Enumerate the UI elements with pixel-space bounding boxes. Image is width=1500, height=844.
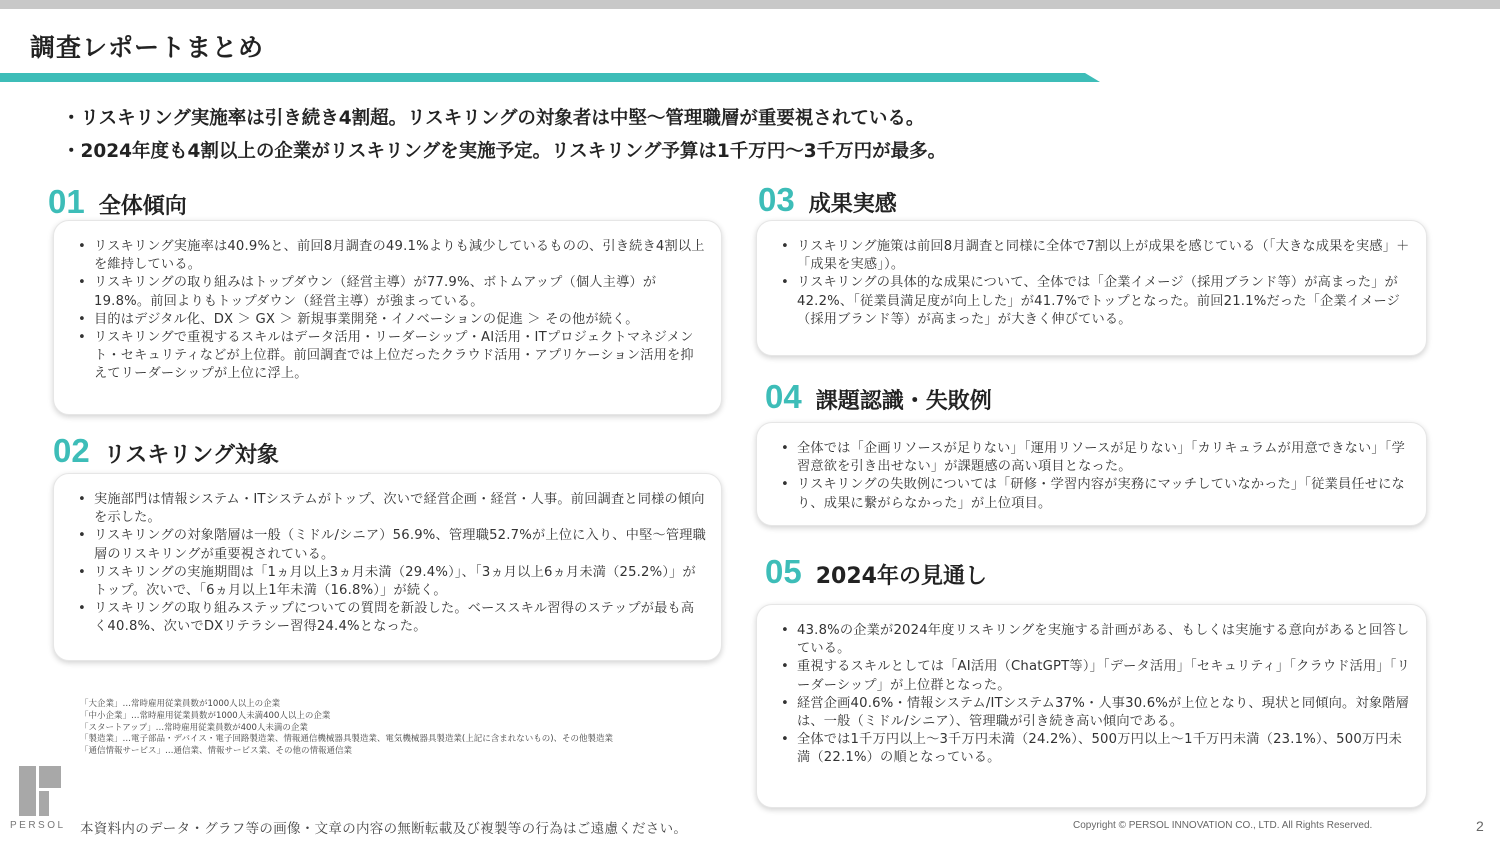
summary-line: ・リスキリング実施率は引き続き4割超。リスキリングの対象者は中堅～管理職層が重要視されている。 <box>62 108 925 129</box>
summary <box>62 102 1482 168</box>
bullet-item: • リスキリングの取り組みはトップダウン（経営主導）が77.9%、ボトムアップ（個人主導）が19.8%。前回よりもトップダウン（経営主導）が強まっている。 <box>78 274 707 310</box>
bullet-list <box>781 440 1412 513</box>
section-heading-03 <box>758 181 897 219</box>
bullet-item: • 経営企画40.6%・情報システム/ITシステム37%・人事30.6%が上位となり、現状と同傾向。対象階層は、一般（ミドル/シニア）、管理職が引き続き高い傾向である。 <box>781 695 1412 731</box>
section-box-03 <box>756 220 1427 356</box>
footnote: 「通信情報サービス」…通信業、情報サービス業、その他の情報通信業 <box>80 746 353 757</box>
bullet-item: • 全体では1千万円以上～3千万円未満（24.2%）、500万円以上～1千万円未満（23.1%）、500万円未満（22.1%）の順となっている。 <box>781 731 1412 767</box>
section-number: 03 <box>758 181 795 218</box>
title-underline <box>0 73 1100 82</box>
section-title: リスキリング対象 <box>103 443 279 468</box>
section-title: 課題認識・失敗例 <box>815 389 992 414</box>
bullet-item: • リスキリングの取り組みステップについての質問を新設した。ベーススキル習得のステップが最も高く40.8%、次いでDXリテラシー習得24.4%となった。 <box>78 600 707 636</box>
section-number: 01 <box>48 183 85 220</box>
bullet-item: • 目的はデジタル化、DX ＞ GX ＞ 新規事業開発・イノベーションの促進 ＞ その他が続く。 <box>78 311 707 329</box>
bullet-item: • 全体では「企画リソースが足りない」「運用リソースが足りない」「カリキュラムが用意できない」「学習意欲を引き出せない」が課題感の高い項目となった。 <box>781 440 1412 476</box>
footnote: 「中小企業」…常時雇用従業員数が1000人未満400人以上の企業 <box>80 710 331 721</box>
top-bar <box>0 0 1500 9</box>
section-title: 全体傾向 <box>98 194 187 219</box>
section-heading-05 <box>765 553 987 591</box>
section-box-05 <box>756 604 1427 808</box>
bullet-item: • リスキリング実施率は40.9%と、前回8月調査の49.1%よりも減少しているものの、引き続き4割以上を維持している。 <box>78 238 707 274</box>
copyright: Copyright © PERSOL INNOVATION CO., LTD. All Rights Reserved. <box>1073 820 1373 831</box>
bullet-list <box>78 238 707 384</box>
section-title: 成果実感 <box>808 192 897 217</box>
bullet-list <box>78 491 707 637</box>
brand-name: PERSOL <box>10 820 66 831</box>
section-number: 02 <box>53 432 90 469</box>
bullet-item: • 43.8%の企業が2024年度リスキリングを実施する計画がある、もしくは実施する意向があると回答している。 <box>781 622 1412 658</box>
section-box-04 <box>756 422 1427 526</box>
section-heading-01 <box>48 183 187 221</box>
bullet-item: • リスキリングの実施期間は「1ヵ月以上3ヵ月未満（29.4%）」、「3ヵ月以上6ヵ月未満（25.2%）」がトップ。次いで、「6ヵ月以上1年未満（16.8%）」が続く。 <box>78 564 707 600</box>
footnotes <box>80 699 613 758</box>
copyright-notice: 本資料内のデータ・グラフ等の画像・文章の内容の無断転載及び複製等の行為はご遠慮ください。 <box>80 821 688 837</box>
section-number: 04 <box>765 378 802 415</box>
bullet-item: • 重視するスキルとしては「AI活用（ChatGPT等）」「データ活用」「セキュリティ」「クラウド活用」「リーダーシップ」が上位群となった。 <box>781 658 1412 694</box>
footnote: 「製造業」…電子部品・デバイス・電子回路製造業、情報通信機械器具製造業、電気機械器具製造業(上記に含まれないもの)、その他製造業 <box>80 734 614 745</box>
summary-line: ・2024年度も4割以上の企業がリスキリングを実施予定。リスキリング予算は1千万円～3千万円が最多。 <box>62 141 947 162</box>
page-title: 調査レポートまとめ <box>30 33 265 62</box>
persol-logo-icon <box>19 766 61 816</box>
bullet-list <box>781 238 1412 329</box>
section-heading-02 <box>53 432 279 470</box>
bullet-list <box>781 622 1412 768</box>
section-box-02 <box>53 473 722 661</box>
bullet-item: • リスキリングの対象階層は一般（ミドル/シニア）56.9%、管理職52.7%が上位に入り、中堅～管理職層のリスキリングが重要視されている。 <box>78 527 707 563</box>
bullet-item: • リスキリングの具体的な成果について、全体では「企業イメージ（採用ブランド等）が高まった」が42.2%、「従業員満足度が向上した」が41.7%でトップとなった。前回21.1%だった「企業イメージ（採用ブランド等）が高まった」が大きく伸びている。 <box>781 274 1412 329</box>
section-heading-04 <box>765 378 992 416</box>
bullet-item: • 実施部門は情報システム・ITシステムがトップ、次いで経営企画・経営・人事。前回調査と同様の傾向を示した。 <box>78 491 707 527</box>
section-title: 2024年の見通し <box>815 564 987 589</box>
bullet-item: • リスキリングで重視するスキルはデータ活用・リーダーシップ・AI活用・ITプロジェクトマネジメント・セキュリティなどが上位群。前回調査では上位だったクラウド活用・アプリケーション活用を抑えてリーダーシップが上位に浮上。 <box>78 329 707 384</box>
page-number: 2 <box>1476 818 1484 834</box>
section-box-01 <box>53 220 722 415</box>
footnote: 「大企業」…常時雇用従業員数が1000人以上の企業 <box>80 699 281 709</box>
bullet-item: • リスキリングの失敗例については「研修・学習内容が実務にマッチしていなかった」「従業員任せになり、成果に繋がらなかった」が上位項目。 <box>781 476 1412 512</box>
section-number: 05 <box>765 553 802 590</box>
bullet-item: • リスキリング施策は前回8月調査と同様に全体で7割以上が成果を感じている（「大きな成果を実感」＋「成果を実感」）。 <box>781 238 1412 274</box>
footnote: 「スタートアップ」…常時雇用従業員数が400人未満の企業 <box>80 722 308 733</box>
